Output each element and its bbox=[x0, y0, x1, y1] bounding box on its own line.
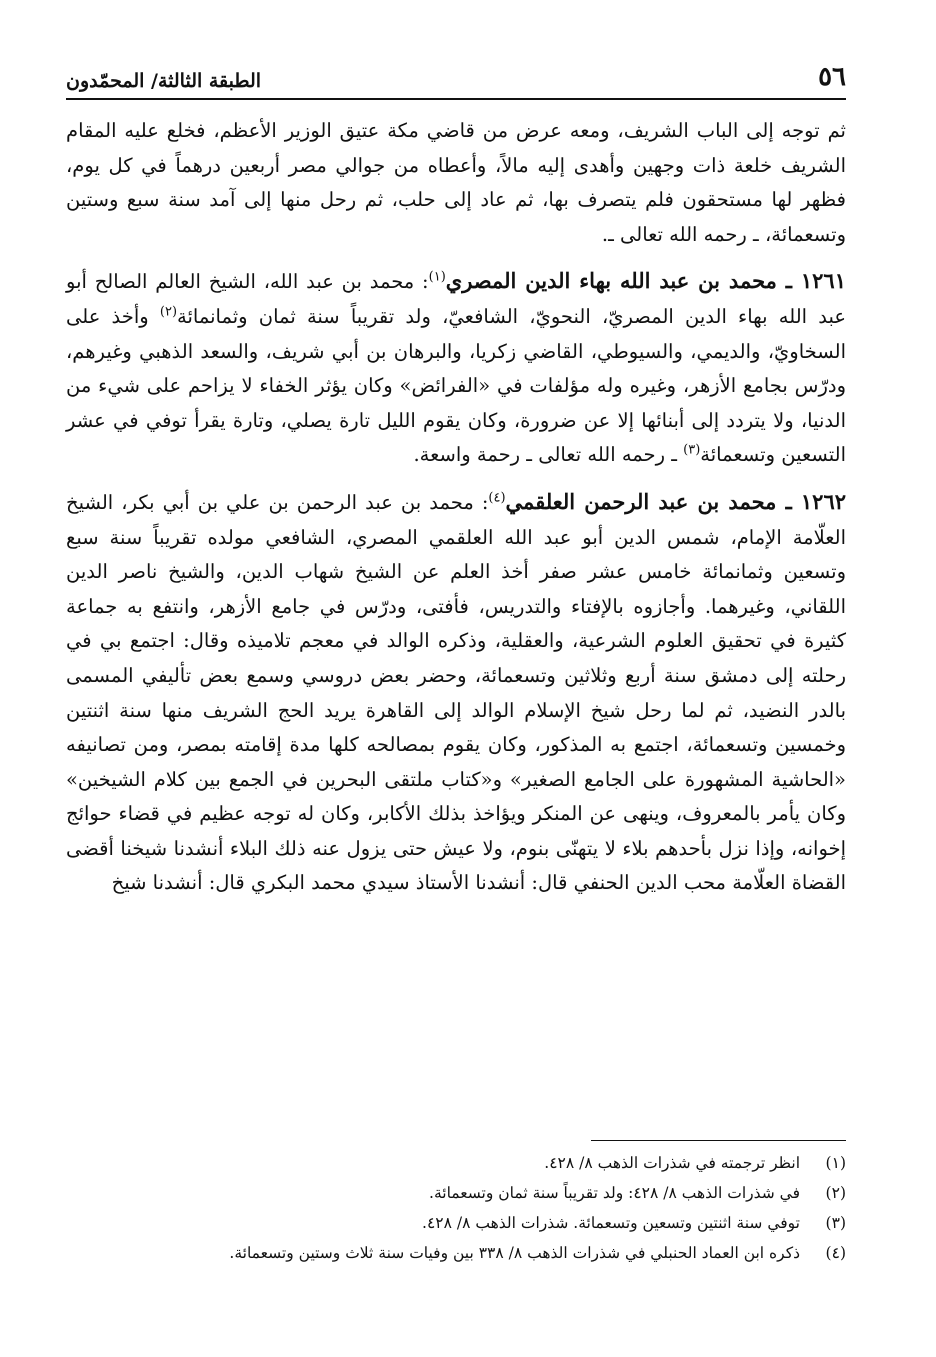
footnote-ref: (٣) bbox=[683, 442, 701, 458]
footnote-text: انظر ترجمته في شذرات الذهب ٨/ ٤٢٨. bbox=[544, 1154, 800, 1172]
page-header bbox=[66, 58, 846, 92]
main-text bbox=[66, 114, 846, 901]
footnote-number: (٣) bbox=[825, 1214, 846, 1232]
footnote-text: في شذرات الذهب ٨/ ٤٢٨: ولد تقريباً سنة ثمان وتسعمائة. bbox=[429, 1184, 800, 1202]
entry-text: ـ رحمه الله تعالى ـ رحمة واسعة. bbox=[413, 443, 684, 467]
footnote bbox=[66, 1148, 846, 1178]
entry-text: : محمد بن عبد الرحمن بن علي بن أبي بكر، الشيخ العلّامة الإمام، شمس الدين أبو عبد الله العلقمي المصري، الشافعي مولده تقريباً سنة سبع وتسعين وثمانمائة خامس عشر صفر أخذ العلم عن الشيخ شهاب الدين، والشيخ ناصر الدين اللقاني، وغيرهما. وأجازوه بالإفتاء والتدريس، فأفتى، ودرّس في جامع الأزهر، وانتفع به جماعة كثيرة في تحقيق العلوم الشرعية، والعقلية، وذكره الوالد في معجم تلاميذه وقال: اجتمع بي في رحلته إلى دمشق سنة أربع وثلاثين وتسعمائة، وحضر بعض دروسي وسمع بعض تأليفي المسمى بالدر النضيد، ثم لما رحل شيخ الإسلام الوالد إلى القاهرة يريد الحج الشريف منها سنة اثنتين وخمسين وتسعمائة، اجتمع به المذكور، وكان يقوم بمصالحه كلها مدة إقامته بمصر، ومن تصانيفه «الحاشية المشهورة على الجامع الصغير» و«كتاب ملتقى البحرين في الجمع بين كلام الشيخين» وكان يأمر بالمعروف، وينهى عن المنكر ويؤاخذ بذلك الأكابر، وكان له توجه عظيم في قضاء حوائج إخوانه، وإذا نزل بأحدهم بلاء لا يتهنّى بنوم، ولا عيش حتى يزول عنه ذلك البلاء أنشدنا شيخنا أقضى القضاة العلّامة محب الدين الحنفي قال: أنشدنا الأستاذ سيدي محمد البكري قال: أنشدنا شيخ bbox=[66, 490, 846, 895]
entry-heading: ١٢٦٢ ـ محمد بن عبد الرحمن العلقمي bbox=[505, 488, 847, 514]
running-title: الطبقة الثالثة/ المحمّدون bbox=[66, 70, 262, 92]
entry-text: وأخذ على السخاويّ، والديمي، والسيوطي، القاضي زكريا، والبرهان بن أبي شريف، والسعد الذهبي وغيرهم، ودرّس بجامع الأزهر، وغيره وله مؤلفات في «الفرائض» وكان يؤثر الخفاء لا يزاحم على شيء من الدنيا، ولا يتردد إلى أبنائها إلا عن ضرورة، وكان يقوم الليل تارة يصلي، وتارة يقرأ توفي في عشر التسعين وتسعمائة bbox=[66, 304, 846, 467]
paragraph-continuation: ثم توجه إلى الباب الشريف، ومعه عرض من قاضي مكة عتيق الوزير الأعظم، فخلع عليه المقام الشريف خلعة ذات وجهين وأهدى إليه مالاً، وأعطاه من جوالي مصر أربعين درهماً في كل يوم، فظهر لها مستحقون فلم يتصرف بها، ثم عاد إلى حلب، ثم رحل منها إلى آمد سنة سبع وستين وتسعمائة، ـ رحمه الله تعالى ـ. bbox=[66, 119, 846, 246]
footnote-ref: (٢) bbox=[159, 304, 178, 320]
footnote bbox=[66, 1208, 846, 1238]
footnote-ref: (٤) bbox=[488, 490, 506, 506]
footnote-number: (٢) bbox=[825, 1184, 846, 1202]
footnote-text: توفي سنة اثنتين وتسعين وتسعمائة. شذرات الذهب ٨/ ٤٢٨. bbox=[422, 1214, 800, 1232]
footnote bbox=[66, 1178, 846, 1208]
page-number: ٥٦ bbox=[818, 62, 846, 92]
footnotes bbox=[66, 1148, 846, 1268]
footnote-ref: (١) bbox=[428, 269, 446, 285]
footnote-separator bbox=[591, 1140, 846, 1141]
footnote-number: (٤) bbox=[825, 1244, 846, 1262]
footnote bbox=[66, 1238, 846, 1268]
entry-1261 bbox=[66, 264, 846, 473]
entry-1262 bbox=[66, 485, 846, 901]
entry-text: : محمد بن عبد الله، الشيخ العالم الصالح أبو عبد الله بهاء الدين المصريّ، النحويّ، الشافعيّ، ولد تقريباً سنة ثمان وثمانمائة bbox=[66, 270, 847, 328]
header-rule bbox=[66, 98, 846, 100]
footnote-text: ذكره ابن العماد الحنبلي في شذرات الذهب ٨/ ٣٣٨ بين وفيات سنة ثلاث وستين وتسعمائة. bbox=[229, 1244, 800, 1262]
entry-heading: ١٢٦١ ـ محمد بن عبد الله بهاء الدين المصري bbox=[445, 268, 846, 294]
footnote-number: (١) bbox=[825, 1154, 846, 1172]
